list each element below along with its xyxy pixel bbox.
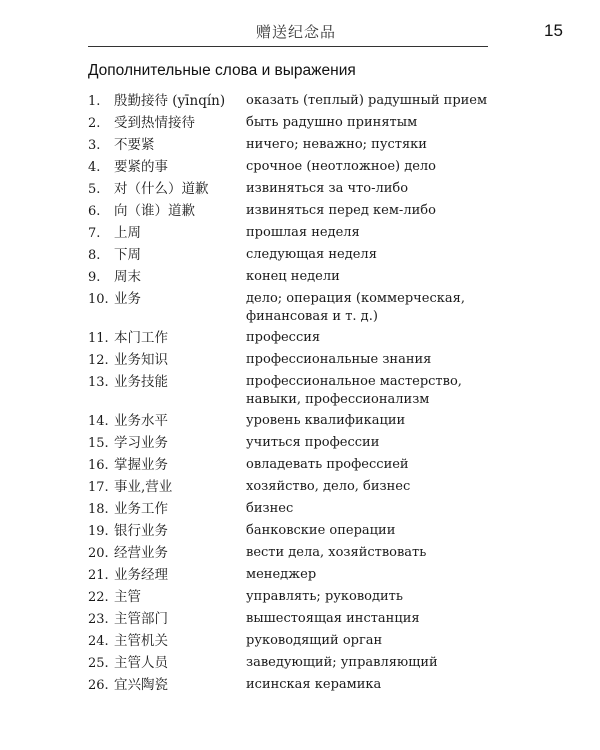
- vocab-item: [88, 180, 508, 199]
- item-term: 主管机关: [114, 633, 168, 649]
- item-term: 受到热情接待: [114, 115, 195, 131]
- vocab-item: [88, 158, 508, 177]
- item-number: 22.: [88, 590, 109, 605]
- item-definition: профессиональное мастерство, навыки, профессионализм: [246, 374, 462, 407]
- item-number: 5.: [88, 182, 101, 197]
- item-definition: профессия: [246, 330, 321, 345]
- item-definition: заведующий; управляющий: [246, 655, 438, 670]
- vocab-item: [88, 676, 508, 695]
- vocab-item: [88, 588, 508, 607]
- item-number: 23.: [88, 612, 109, 627]
- item-definition: извиняться за что-либо: [246, 181, 409, 196]
- item-definition: извиняться перед кем-либо: [246, 203, 436, 218]
- item-definition: ничего; неважно; пустяки: [246, 137, 427, 152]
- item-term: 主管: [114, 589, 141, 605]
- vocab-item: [88, 456, 508, 475]
- vocab-item: [88, 373, 508, 409]
- item-term: 宜兴陶瓷: [114, 677, 168, 693]
- item-term: 不要紧: [114, 137, 155, 153]
- item-number: 13.: [88, 375, 109, 390]
- item-number: 2.: [88, 116, 101, 131]
- item-term: 经营业务: [114, 545, 168, 561]
- vocab-item: [88, 92, 508, 111]
- item-number: 8.: [88, 248, 101, 263]
- vocab-item: [88, 268, 508, 287]
- item-term: 业务: [114, 291, 141, 307]
- item-term: 业务知识: [114, 352, 168, 368]
- item-definition: срочное (неотложное) дело: [246, 159, 437, 174]
- item-term: 下周: [114, 247, 141, 263]
- item-definition: учиться профессии: [246, 435, 380, 450]
- item-term: 向（谁）道歉: [114, 203, 195, 219]
- item-number: 6.: [88, 204, 101, 219]
- item-number: 11.: [88, 331, 109, 346]
- item-definition: бизнес: [246, 501, 294, 516]
- item-number: 1.: [88, 94, 101, 109]
- item-number: 9.: [88, 270, 101, 285]
- vocab-item: [88, 544, 508, 563]
- item-number: 24.: [88, 634, 109, 649]
- item-number: 17.: [88, 480, 109, 495]
- item-term: 上周: [114, 225, 141, 241]
- page-number: 15: [544, 21, 563, 40]
- item-term: 主管人员: [114, 655, 168, 671]
- vocab-item: [88, 246, 508, 265]
- item-term: 业务水平: [114, 413, 168, 429]
- item-number: 19.: [88, 524, 109, 539]
- item-definition: управлять; руководить: [246, 589, 403, 604]
- item-definition: менеджер: [246, 567, 317, 582]
- item-term: 学习业务: [114, 435, 168, 451]
- item-number: 15.: [88, 436, 109, 451]
- item-number: 21.: [88, 568, 109, 583]
- vocab-item: [88, 329, 508, 348]
- item-number: 25.: [88, 656, 109, 671]
- item-number: 16.: [88, 458, 109, 473]
- item-definition: банковские операции: [246, 523, 396, 538]
- item-term: 事业,营业: [114, 479, 173, 495]
- item-number: 12.: [88, 353, 109, 368]
- item-term: 业务技能: [114, 374, 168, 390]
- item-definition: вести дела, хозяйствовать: [246, 545, 427, 560]
- item-term: 业务工作: [114, 501, 168, 517]
- item-definition: руководящий орган: [246, 633, 383, 648]
- item-term: 对（什么）道歉: [114, 181, 209, 197]
- item-number: 4.: [88, 160, 101, 175]
- item-number: 3.: [88, 138, 101, 153]
- item-definition: прошлая неделя: [246, 225, 360, 240]
- vocab-item: [88, 434, 508, 453]
- vocab-item: [88, 290, 508, 326]
- vocab-item: [88, 351, 508, 370]
- item-term: 掌握业务: [114, 457, 168, 473]
- item-definition: быть радушно принятым: [246, 115, 418, 130]
- item-definition: уровень квалификации: [246, 413, 406, 428]
- item-number: 10.: [88, 292, 109, 307]
- item-term: 本门工作: [114, 330, 168, 346]
- item-number: 20.: [88, 546, 109, 561]
- item-number: 14.: [88, 414, 109, 429]
- item-term: 业务经理: [114, 567, 168, 583]
- vocab-item: [88, 202, 508, 221]
- item-definition: профессиональные знания: [246, 352, 432, 367]
- header-title: 赠送纪念品: [256, 23, 337, 41]
- item-definition: конец недели: [246, 269, 340, 284]
- item-term: 要紧的事: [114, 159, 168, 175]
- vocab-item: [88, 522, 508, 541]
- vocab-item: [88, 610, 508, 629]
- item-definition: исинская керамика: [246, 677, 382, 692]
- item-term: 殷勤接待 (yīnqín): [114, 93, 226, 109]
- item-definition: следующая неделя: [246, 247, 377, 262]
- vocab-item: [88, 136, 508, 155]
- vocab-item: [88, 412, 508, 431]
- vocab-item: [88, 478, 508, 497]
- item-number: 18.: [88, 502, 109, 517]
- vocab-item: [88, 500, 508, 519]
- item-term: 周末: [114, 269, 141, 285]
- vocabulary-list: [88, 92, 508, 698]
- item-definition: дело; операция (коммерческая, финансовая и т. д.): [246, 291, 465, 324]
- item-definition: вышестоящая инстанция: [246, 611, 420, 626]
- vocab-item: [88, 654, 508, 673]
- item-definition: оказать (теплый) радушный прием: [246, 93, 488, 108]
- item-definition: хозяйство, дело, бизнес: [246, 479, 411, 494]
- vocab-item: [88, 114, 508, 133]
- running-header: [88, 18, 563, 47]
- item-number: 26.: [88, 678, 109, 693]
- item-term: 主管部门: [114, 611, 168, 627]
- vocab-item: [88, 224, 508, 243]
- vocab-item: [88, 632, 508, 651]
- item-number: 7.: [88, 226, 101, 241]
- item-term: 银行业务: [114, 523, 168, 539]
- vocab-item: [88, 566, 508, 585]
- item-definition: овладевать профессией: [246, 457, 409, 472]
- section-title: Дополнительные слова и выражения: [88, 62, 356, 79]
